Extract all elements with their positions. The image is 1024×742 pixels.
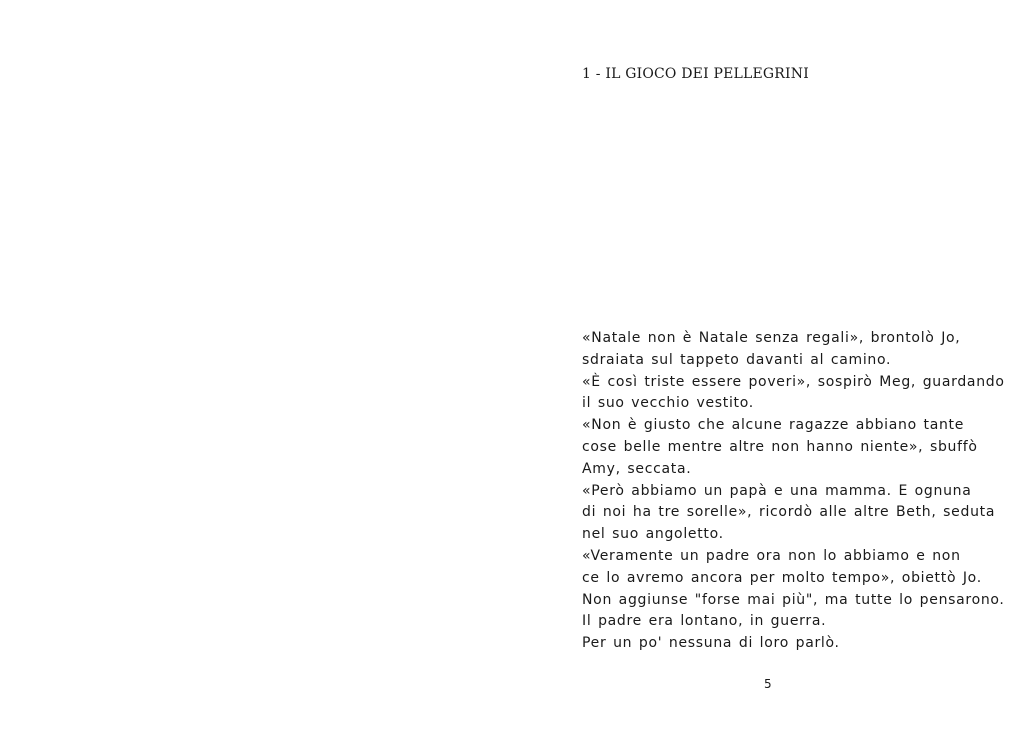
text-line: «Però abbiamo un papà e una mamma. E ognuna (582, 482, 972, 499)
chapter-title: 1 - IL GIOCO DEI PELLEGRINI (582, 66, 809, 82)
text-line: di noi ha tre sorelle», ricordò alle altre Beth, seduta (582, 504, 996, 521)
page-number: 5 (764, 677, 772, 691)
text-line: «Non è giusto che alcune ragazze abbiano tante (582, 417, 965, 434)
text-line: cose belle mentre altre non hanno niente», sbuffò (582, 438, 978, 455)
text-line: «È così triste essere poveri», sospirò Meg, guardando (582, 373, 1005, 390)
body-text (582, 328, 1005, 655)
text-line: ce lo avremo ancora per molto tempo», obiettò Jo. (582, 569, 982, 586)
text-line: Per un po' nessuna di loro parlò. (582, 635, 840, 652)
text-line: «Veramente un padre ora non lo abbiamo e non (582, 547, 961, 564)
text-line: sdraiata sul tappeto davanti al camino. (582, 351, 892, 368)
right-page (512, 0, 1024, 742)
text-line: Non aggiunse "forse mai più", ma tutte lo pensarono. (582, 591, 1005, 608)
text-line: «Natale non è Natale senza regali», brontolò Jo, (582, 330, 961, 346)
text-line: nel suo angoletto. (582, 526, 724, 543)
text-line: Amy, seccata. (582, 460, 692, 477)
text-line: il suo vecchio vestito. (582, 395, 754, 412)
text-line: Il padre era lontano, in guerra. (582, 613, 827, 630)
